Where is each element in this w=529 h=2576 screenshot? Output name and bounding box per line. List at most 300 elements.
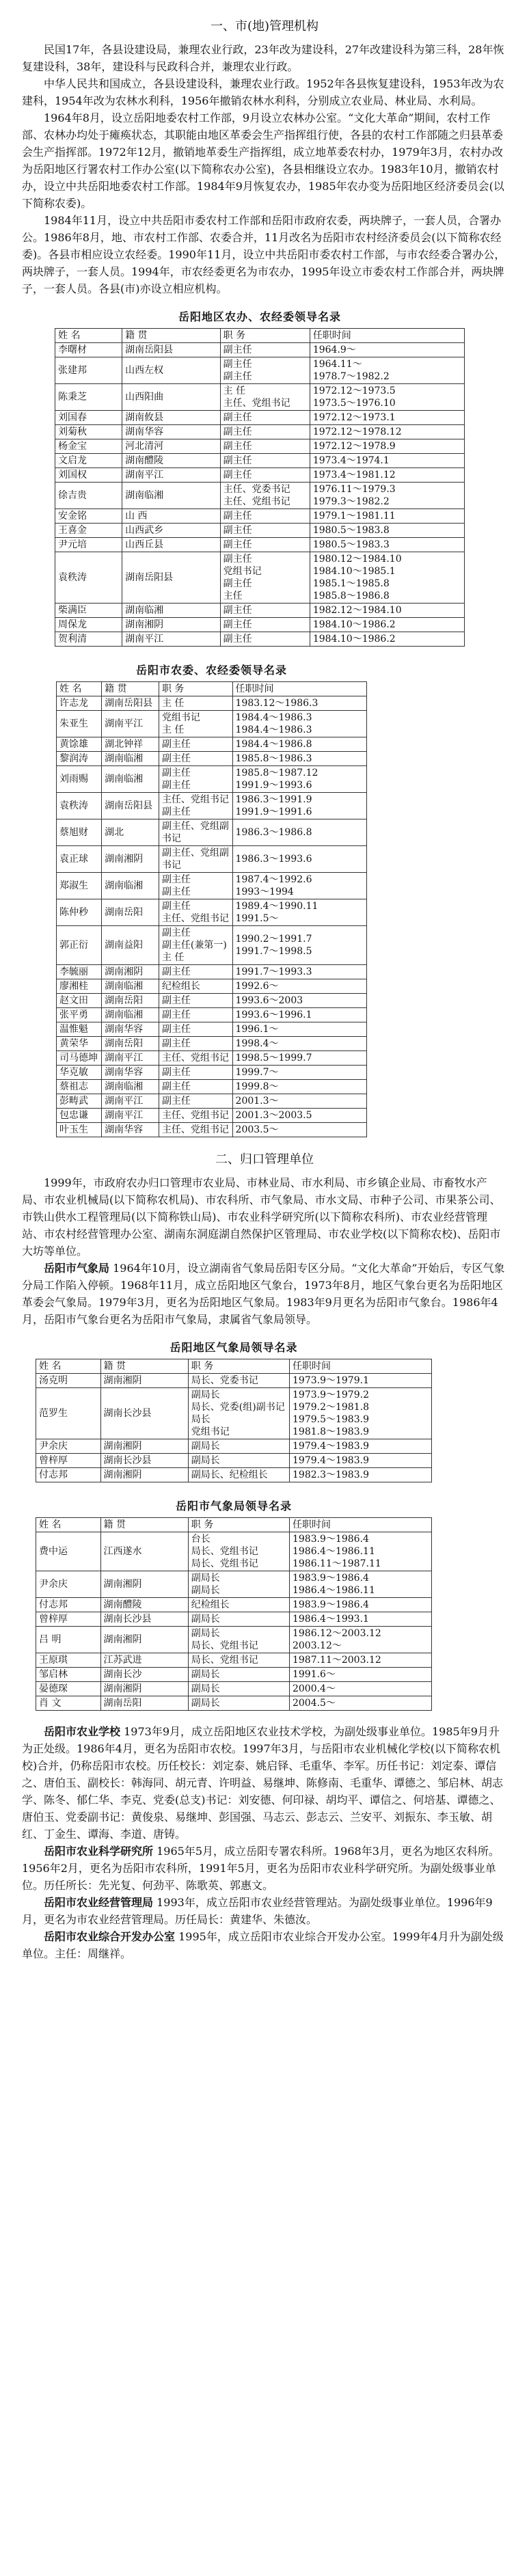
cell-time: 1984.10～1986.2 — [310, 632, 464, 647]
cell-role: 主任、党组书记 — [159, 1109, 232, 1123]
cell-name: 吕 明 — [36, 1627, 101, 1653]
section1-heading: 一、市(地)管理机构 — [210, 19, 319, 33]
cell-role: 局长、党组书记 — [188, 1653, 289, 1668]
cell-role: 副主任 副主任(兼第一) 主 任 — [159, 926, 232, 965]
table-row — [36, 1454, 432, 1468]
table-header-row — [55, 329, 465, 343]
table-row — [36, 1439, 432, 1454]
cell-role: 副局长 — [188, 1682, 289, 1696]
cell-role: 副主任、党组副书记 — [159, 846, 232, 873]
cell-place: 湖南益阳 — [102, 926, 159, 965]
cell-place: 湖南岳阳 — [100, 1696, 188, 1711]
cell-role: 副主任 — [220, 538, 310, 552]
cell-time: 2003.5～ — [232, 1123, 366, 1137]
cell-role: 副局长 — [188, 1454, 289, 1468]
header-time: 任职时间 — [289, 1518, 431, 1532]
cell-role: 副主任 — [220, 439, 310, 454]
cell-place: 湖南湘阴 — [100, 1571, 188, 1598]
cell-name: 邹启林 — [36, 1668, 101, 1682]
header-place: 籍 贯 — [100, 1518, 188, 1532]
cell-name: 尹余庆 — [36, 1571, 101, 1598]
cell-time: 1996.1～ — [232, 1022, 366, 1037]
cell-time: 1998.5～1999.7 — [232, 1051, 366, 1066]
cell-place: 湖南长沙县 — [100, 1612, 188, 1627]
table-shi-nongwei-leaders — [56, 659, 367, 1137]
cell-name: 汤克明 — [36, 1374, 101, 1388]
cell-time: 1979.1～1981.11 — [310, 509, 464, 524]
table-row — [57, 793, 367, 819]
cell-place: 湖南华容 — [122, 425, 221, 439]
cell-time: 1985.8～1987.12 1991.9～1993.6 — [232, 766, 366, 793]
table-row — [36, 1598, 432, 1612]
cell-name: 袁正球 — [57, 846, 102, 873]
table-row — [36, 1612, 432, 1627]
cell-time: 1999.7～ — [232, 1066, 366, 1080]
table-row — [55, 483, 465, 509]
cell-role: 党组书记 主 任 — [159, 711, 232, 737]
cell-role: 主 任 — [159, 696, 232, 711]
cell-place: 湖南湘阴 — [100, 1468, 188, 1482]
cell-role: 副局长 — [188, 1668, 289, 1682]
cell-name: 陈秉芝 — [55, 384, 122, 411]
cell-name: 肖 文 — [36, 1696, 101, 1711]
cell-name: 蔡旭财 — [57, 819, 102, 846]
cell-time: 1989.4～1990.11 1991.5～ — [232, 899, 366, 926]
table2-caption: 岳阳市农委、农经委领导名录 — [135, 664, 287, 677]
cell-time: 1987.4～1992.6 1993～1994 — [232, 873, 366, 899]
cell-time: 1991.7～1993.3 — [232, 965, 366, 979]
cell-time: 1986.3～1991.9 1991.9～1991.6 — [232, 793, 366, 819]
cell-place: 湖南临湘 — [122, 604, 221, 618]
cell-place: 湖南临湘 — [122, 483, 221, 509]
cell-time: 1972.12～1973.5 1973.5～1976.10 — [310, 384, 464, 411]
cell-role: 主任、党组书记 — [159, 1051, 232, 1066]
table-row — [57, 1066, 367, 1080]
cell-name: 杨金宝 — [55, 439, 122, 454]
table-row — [57, 1109, 367, 1123]
table-row — [55, 411, 465, 425]
cell-time: 2004.5～ — [289, 1696, 431, 1711]
cell-role: 副主任 — [159, 1037, 232, 1051]
cell-time: 2001.3～2003.5 — [232, 1109, 366, 1123]
table-header-row — [57, 682, 367, 696]
header-role: 职 务 — [188, 1359, 289, 1374]
cell-time: 2001.3～ — [232, 1094, 366, 1109]
cell-time: 1986.3～1986.8 — [232, 819, 366, 846]
cell-time: 1979.4～1983.9 — [290, 1454, 432, 1468]
table-row — [57, 979, 367, 994]
table-row — [57, 1051, 367, 1066]
cell-name: 朱亚生 — [57, 711, 102, 737]
table3-caption: 岳阳地区气象局领导名录 — [169, 1341, 298, 1354]
table-row — [57, 846, 367, 873]
cell-role: 副主任 — [220, 468, 310, 483]
table-row — [36, 1571, 432, 1598]
table-row — [57, 926, 367, 965]
cell-name: 周保龙 — [55, 618, 122, 632]
cell-time: 1983.9～1986.4 1986.4～1986.11 — [289, 1571, 431, 1598]
cell-time: 1980.5～1983.8 — [310, 524, 464, 538]
cell-role: 副局长 — [188, 1612, 289, 1627]
table-row — [57, 1022, 367, 1037]
cell-role: 副主任 — [159, 1080, 232, 1094]
table-row — [55, 509, 465, 524]
cell-role: 副主任 — [159, 1008, 232, 1022]
table-row — [57, 994, 367, 1008]
qixiang-body: 1964年10月，设立湖南省气象局岳阳专区分局。“文化大革命”开始后，专区气象分局工作陷入停顿。1968年11月，成立岳阳地区气象台，1973年8月，地区气象台更名为岳阳地区革委会气象局。1979年3月，更名为岳阳地区气象局。1983年9月更名为岳阳市气象台。1986年4月，岳阳市气象台更名为岳阳市气象局，隶属省气象局领导。 — [22, 1262, 505, 1326]
table-row — [57, 819, 367, 846]
cell-name: 徐吉贵 — [55, 483, 122, 509]
cell-place: 湖北 — [102, 819, 159, 846]
cell-time: 1987.11～2003.12 — [289, 1653, 431, 1668]
header-role: 职 务 — [188, 1518, 289, 1532]
table-row — [57, 1094, 367, 1109]
cell-time: 1982.3～1983.9 — [290, 1468, 432, 1482]
table-row — [57, 1008, 367, 1022]
cell-time: 1972.12～1978.9 — [310, 439, 464, 454]
qixiang-paragraph — [22, 1260, 507, 1328]
cell-name: 郑淑生 — [57, 873, 102, 899]
cell-role: 主任、党组书记 副主任 — [159, 793, 232, 819]
cell-place: 山西丘县 — [122, 538, 221, 552]
table-shi-qixiang-leaders — [36, 1495, 432, 1711]
section1-paragraphs — [22, 41, 507, 297]
table2-wrap — [22, 659, 507, 1137]
cell-place: 湖南湘阴 — [102, 846, 159, 873]
cell-name: 晏德琛 — [36, 1682, 101, 1696]
cell-role: 副主任 — [220, 425, 310, 439]
cell-role: 副主任 — [220, 604, 310, 618]
cell-role: 副局长 局长、党组书记 — [188, 1627, 289, 1653]
cell-place: 山西左权 — [122, 357, 221, 384]
table-row — [36, 1696, 432, 1711]
cell-name: 曾梓厚 — [36, 1612, 101, 1627]
cell-place: 湖南岳阳县 — [122, 552, 221, 604]
cell-time: 1992.6～ — [232, 979, 366, 994]
cell-name: 安金铭 — [55, 509, 122, 524]
cell-role: 副主任 — [220, 524, 310, 538]
unit-body: 1965年5月，成立岳阳专署农科所。1968年3月，更名为地区农科所。1956年2月，更名为岳阳市农科所，1991年5月，更名为岳阳市农业科学研究所。为副处级事业单位。历任所长：先光复、何劲平、陈歌英、郭惠文。 — [22, 1845, 500, 1892]
cell-time: 1990.2～1991.7 1991.7～1998.5 — [232, 926, 366, 965]
table-row — [36, 1532, 432, 1571]
cell-role: 纪检组长 — [159, 979, 232, 994]
cell-time: 1999.8～ — [232, 1080, 366, 1094]
unit-paragraphs — [22, 1723, 507, 1962]
cell-time: 1973.9～1979.1 — [290, 1374, 432, 1388]
cell-name: 华克敏 — [57, 1066, 102, 1080]
cell-time: 1984.4～1986.3 1984.4～1986.3 — [232, 711, 366, 737]
cell-place: 湖南岳阳县 — [102, 696, 159, 711]
cell-name: 尹余庆 — [36, 1439, 101, 1454]
cell-role: 副主任 — [220, 411, 310, 425]
cell-place: 湖南临湘 — [102, 766, 159, 793]
cell-role: 副主任 — [159, 737, 232, 752]
cell-place: 湖南湘阴 — [100, 1439, 188, 1454]
header-role: 职 务 — [159, 682, 232, 696]
cell-place: 湖南长沙 — [100, 1668, 188, 1682]
cell-place: 湖南平江 — [102, 1051, 159, 1066]
table-row — [36, 1627, 432, 1653]
cell-name: 刘雨赐 — [57, 766, 102, 793]
unit-title: 岳阳市农业综合开发办公室 — [44, 1930, 176, 1943]
cell-name: 黄馀雄 — [57, 737, 102, 752]
cell-role: 副主任 — [159, 965, 232, 979]
cell-place: 湖南岳阳县 — [122, 343, 221, 357]
cell-name: 曾梓厚 — [36, 1454, 101, 1468]
table-row — [55, 468, 465, 483]
cell-place: 湖南岳阳县 — [102, 793, 159, 819]
cell-role: 副主任 — [220, 454, 310, 468]
header-time: 任职时间 — [290, 1359, 432, 1374]
table-header-row — [36, 1518, 432, 1532]
cell-place: 湖南临湘 — [102, 873, 159, 899]
cell-name: 王喜金 — [55, 524, 122, 538]
cell-role: 副局长、纪检组长 — [188, 1468, 289, 1482]
cell-name: 刘菊秋 — [55, 425, 122, 439]
cell-role: 主 任 主任、党组书记 — [220, 384, 310, 411]
cell-place: 山西武乡 — [122, 524, 221, 538]
table4-wrap — [22, 1495, 507, 1711]
cell-time: 1986.4～1993.1 — [289, 1612, 431, 1627]
table-header-row — [36, 1359, 432, 1374]
cell-place: 湖南平江 — [102, 1109, 159, 1123]
cell-name: 温惟魁 — [57, 1022, 102, 1037]
cell-role: 主任、党委书记 主任、党组书记 — [220, 483, 310, 509]
cell-time: 1983.9～1986.4 1986.4～1986.11 1986.11～1987.11 — [289, 1532, 431, 1571]
cell-role: 台长 局长、党组书记 局长、党组书记 — [188, 1532, 289, 1571]
table-row — [55, 552, 465, 604]
cell-place: 湖南岳阳 — [102, 994, 159, 1008]
cell-place: 湖南湘阴 — [102, 965, 159, 979]
cell-name: 蔡祖志 — [57, 1080, 102, 1094]
cell-place: 河北清河 — [122, 439, 221, 454]
cell-name: 许志龙 — [57, 696, 102, 711]
cell-time: 1980.12～1984.10 1984.10～1985.1 1985.1～1985.8 1985.8～1986.8 — [310, 552, 464, 604]
cell-place: 湖南醴陵 — [100, 1598, 188, 1612]
table-row — [57, 696, 367, 711]
cell-time: 1972.12～1978.12 — [310, 425, 464, 439]
cell-name: 李曙材 — [55, 343, 122, 357]
cell-role: 副主任 — [159, 1094, 232, 1109]
cell-time: 1979.4～1983.9 — [290, 1439, 432, 1454]
cell-role: 副局长 — [188, 1696, 289, 1711]
cell-name: 司马德坤 — [57, 1051, 102, 1066]
qixiang-title: 岳阳市气象局 — [44, 1262, 110, 1275]
cell-name: 黄荣华 — [57, 1037, 102, 1051]
cell-name: 袁秩涛 — [57, 793, 102, 819]
table-row — [57, 899, 367, 926]
cell-role: 纪检组长 — [188, 1598, 289, 1612]
cell-name: 贺利清 — [55, 632, 122, 647]
table-row — [36, 1374, 432, 1388]
cell-role: 副主任 — [159, 1022, 232, 1037]
table-row — [55, 632, 465, 647]
header-role: 职 务 — [220, 329, 310, 343]
cell-place: 湖南华容 — [102, 1066, 159, 1080]
cell-role: 副局长 局长、党委(组)副书记 局长 党组书记 — [188, 1388, 289, 1439]
table-row — [55, 454, 465, 468]
cell-place: 山西阳曲 — [122, 384, 221, 411]
unit-body: 1995年，成立岳阳市农业综合开发办公室。1999年4月升为副处级单位。主任：周继祥。 — [22, 1930, 504, 1960]
table-row — [55, 618, 465, 632]
cell-role: 副主任 副主任 — [159, 766, 232, 793]
unit-paragraph — [22, 1894, 507, 1928]
cell-role: 副局长 — [188, 1439, 289, 1454]
table-row — [55, 384, 465, 411]
cell-role: 副主任 — [159, 994, 232, 1008]
cell-time: 1993.6～2003 — [232, 994, 366, 1008]
unit-body: 1973年9月，成立岳阳地区农业技术学校，为副处级事业单位。1985年9月升为正处级。1986年4月，更名为岳阳市农校。1997年3月，与岳阳市农业机械化学校(以下简称农机校)合并，仍称岳阳市农校。历任校长：刘定泰、姚启铎、毛重华、李军。历任书记：刘定泰、谭信之、唐伯玉、副校长：韩海同、胡元青、许明益、易继坤、陈修南、毛重华、谭德之、邹启林、胡志学、陈冬、郁仁华、李克、党委(总支)书记：刘安德、何印禄、胡均平、谭信之、何培基、谭德之、唐伯玉、党委副书记：黄俊泉、易继坤、彭国强、马志云、彭志云、兰安平、刘振东、李玉敏、胡红、丁金生、谭海、李道、唐铸。 — [22, 1725, 504, 1841]
unit-paragraph — [22, 1928, 507, 1962]
cell-time: 1972.12～1973.1 — [310, 411, 464, 425]
cell-name: 张平勇 — [57, 1008, 102, 1022]
cell-name: 李毓丽 — [57, 965, 102, 979]
table-row — [55, 439, 465, 454]
section2-heading: 二、归口管理单位 — [215, 1152, 314, 1167]
cell-role: 副主任、党组副书记 — [159, 819, 232, 846]
cell-place: 湖南长沙县 — [100, 1454, 188, 1468]
cell-name: 张建邦 — [55, 357, 122, 384]
cell-name: 廖湘桂 — [57, 979, 102, 994]
cell-name: 费中运 — [36, 1532, 101, 1571]
cell-time: 1998.4～ — [232, 1037, 366, 1051]
table3-wrap — [22, 1336, 507, 1482]
cell-time: 1985.8～1986.3 — [232, 752, 366, 766]
table-row — [55, 425, 465, 439]
cell-place: 湖南攸县 — [122, 411, 221, 425]
cell-place: 湖南湘阴 — [100, 1374, 188, 1388]
cell-place: 湖南平江 — [102, 1094, 159, 1109]
cell-name: 付志邦 — [36, 1598, 101, 1612]
header-name: 姓 名 — [55, 329, 122, 343]
table-row — [57, 965, 367, 979]
cell-name: 范罗生 — [36, 1388, 101, 1439]
cell-place: 湖南临湘 — [102, 1080, 159, 1094]
section1-paragraph: 民国17年，各县设建设局，兼理农业行政，23年改为建设科，27年改建设科为第三科，28年恢复建设科，38年，建设科与民政科合并，兼理农业行政。 — [22, 43, 504, 73]
cell-name: 袁秩涛 — [55, 552, 122, 604]
cell-place: 江苏武进 — [100, 1653, 188, 1668]
cell-place: 湖北钟祥 — [102, 737, 159, 752]
table-row — [55, 524, 465, 538]
cell-time: 1973.9～1979.2 1979.2～1981.8 1979.5～1983.9 1981.8～1983.9 — [290, 1388, 432, 1439]
cell-time: 1980.5～1983.3 — [310, 538, 464, 552]
cell-name: 刘国春 — [55, 411, 122, 425]
table-row — [57, 752, 367, 766]
cell-name: 王原琪 — [36, 1653, 101, 1668]
cell-place: 湖南岳阳 — [102, 899, 159, 926]
cell-role: 副主任 — [220, 632, 310, 647]
cell-place: 湖南平江 — [122, 632, 221, 647]
unit-title: 岳阳市农业科学研究所 — [44, 1845, 154, 1858]
table-row — [55, 343, 465, 357]
header-place: 籍 贯 — [122, 329, 221, 343]
cell-name: 付志邦 — [36, 1468, 101, 1482]
cell-time: 1984.4～1986.8 — [232, 737, 366, 752]
cell-time: 1986.3～1993.6 — [232, 846, 366, 873]
section1-paragraph: 中华人民共和国成立，各县设建设科，兼理农业行政。1952年各县恢复建设科，1953年改为农建科，1954年改为农林水利科，1956年撤销农林水利科，分别成立农业局、林业局、水利局。 — [22, 77, 504, 107]
section1-paragraph: 1964年8月，设立岳阳地委农村工作部，9月设立农林办公室。“文化大革命”期间，农村工作部、农林办均处于瘫痪状态，其职能由地区革委会生产指挥组行使，各县的农村工作部随之归县革委会生产指挥部。1972年12月，撤销地革委生产指挥组，成立地革委农村办，1979年3月，农村办改为岳阳地区行署农村工作办公室(以下简称农办公室)，各县相继设立农办。1983年10月，撤销农村办，设立中共岳阳地委农村工作部。1984年9月恢复农办，1985年农办变为岳阳地区经济委员会(以下简称农委)。 — [22, 111, 504, 210]
cell-time: 1983.9～1986.4 — [289, 1598, 431, 1612]
cell-role: 副主任 副主任 — [159, 873, 232, 899]
cell-time: 1982.12～1984.10 — [310, 604, 464, 618]
unit-title: 岳阳市农业经营管理局 — [44, 1896, 154, 1909]
cell-time: 1993.6～1996.1 — [232, 1008, 366, 1022]
cell-role: 局长、党委书记 — [188, 1374, 289, 1388]
cell-name: 刘国权 — [55, 468, 122, 483]
cell-time: 1976.11～1979.3 1979.3～1982.2 — [310, 483, 464, 509]
table-row — [36, 1388, 432, 1439]
cell-time: 1973.4～1981.12 — [310, 468, 464, 483]
table-diqu-nongban-leaders — [55, 306, 465, 647]
table-row — [57, 1080, 367, 1094]
cell-place: 湖南临湘 — [102, 1008, 159, 1022]
table-row — [57, 766, 367, 793]
cell-role: 副局长 副局长 — [188, 1571, 289, 1598]
table-row — [36, 1668, 432, 1682]
table-row — [57, 737, 367, 752]
cell-time: 1964.11～ 1978.7～1982.2 — [310, 357, 464, 384]
unit-paragraph — [22, 1843, 507, 1894]
unit-paragraph — [22, 1723, 507, 1843]
table-row — [57, 1123, 367, 1137]
header-time: 任职时间 — [232, 682, 366, 696]
header-name: 姓 名 — [57, 682, 102, 696]
cell-place: 湖南平江 — [122, 468, 221, 483]
header-name: 姓 名 — [36, 1518, 101, 1532]
cell-name: 郭正衍 — [57, 926, 102, 965]
cell-place: 湖南醴陵 — [122, 454, 221, 468]
cell-time: 1984.10～1986.2 — [310, 618, 464, 632]
cell-place: 湖南岳阳 — [102, 1037, 159, 1051]
cell-place: 湖南临湘 — [102, 979, 159, 994]
cell-role: 主任、党组书记 — [159, 1123, 232, 1137]
cell-time: 1983.12～1986.3 — [232, 696, 366, 711]
cell-role: 副主任 副主任 — [220, 357, 310, 384]
cell-place: 湖南平江 — [102, 711, 159, 737]
header-time: 任职时间 — [310, 329, 464, 343]
table1-wrap — [22, 306, 507, 647]
cell-place: 湖南湘阴 — [100, 1682, 188, 1696]
table-diqu-qixiang-leaders — [36, 1336, 432, 1482]
cell-place: 湖南华容 — [102, 1123, 159, 1137]
table-row — [55, 357, 465, 384]
cell-place: 湖南长沙县 — [100, 1388, 188, 1439]
cell-role: 副主任 — [159, 752, 232, 766]
section1-paragraph: 1984年11月，设立中共岳阳市委农村工作部和岳阳市政府农委，两块牌子，一套人员，合署办公。1986年8月，地、市农村工作部、农委合并，11月改名为岳阳市农村经济委员会(以下简称农经委)。各县市相应设立农经委。1990年11月，设立中共岳阳市委农村工作部，与市农经委合署办公，两块牌子，一套人员。1994年，市农经委更名为市农办，1995年设立市委农村工作部合并，两块牌子，一套人员。各县(市)亦设立相应机构。 — [22, 214, 506, 295]
cell-role: 副主任 — [220, 343, 310, 357]
table-row — [36, 1682, 432, 1696]
cell-name: 文启龙 — [55, 454, 122, 468]
cell-place: 湖南湘阴 — [100, 1627, 188, 1653]
table-row — [57, 873, 367, 899]
cell-role: 副主任 — [220, 509, 310, 524]
cell-role: 副主任 主任、党组书记 — [159, 899, 232, 926]
cell-place: 湖南临湘 — [102, 752, 159, 766]
cell-name: 黎润涛 — [57, 752, 102, 766]
table-row — [57, 711, 367, 737]
cell-role: 副主任 — [159, 1066, 232, 1080]
cell-name: 陈仲秒 — [57, 899, 102, 926]
cell-role: 副主任 — [220, 618, 310, 632]
unit-body: 1993年，成立岳阳市农业经营管理站。为副处级事业单位。1996年9月，更名为市农业经营管理局。历任局长：黄建华、朱德汝。 — [22, 1896, 493, 1926]
cell-role: 副主任 党组书记 副主任 主任 — [220, 552, 310, 604]
cell-name: 彭畴武 — [57, 1094, 102, 1109]
cell-place: 湖南湘阴 — [122, 618, 221, 632]
cell-name: 叶玉生 — [57, 1123, 102, 1137]
cell-name: 柴满臣 — [55, 604, 122, 618]
cell-time: 1991.6～ — [289, 1668, 431, 1682]
cell-name: 尹元培 — [55, 538, 122, 552]
